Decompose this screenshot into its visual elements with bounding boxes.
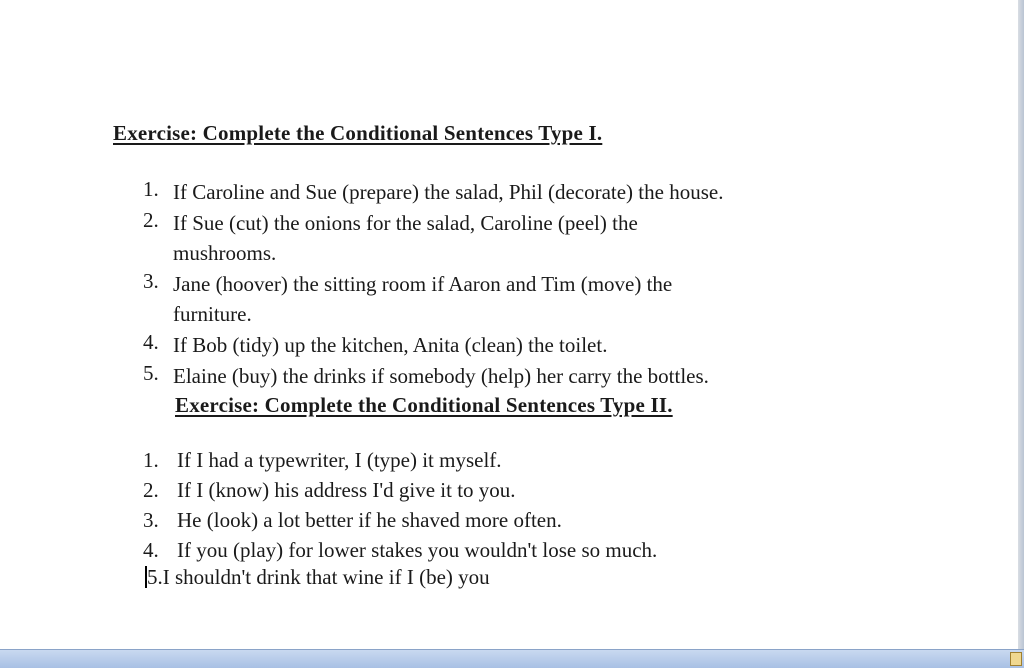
item-number: 2. — [143, 208, 159, 232]
item-text: If Bob (tidy) up the kitchen, Anita (clean) the toilet. — [173, 333, 608, 357]
item-number: 5. — [143, 361, 159, 385]
item-text-continued: furniture. — [173, 302, 252, 326]
status-bar — [0, 649, 1024, 668]
taskbar-icon[interactable] — [1010, 652, 1022, 666]
list-item — [143, 535, 657, 565]
item-number: 2. — [143, 478, 159, 502]
exercise-2-heading: Exercise: Complete the Conditional Sentences Type II. — [175, 393, 673, 417]
item-number: 4. — [143, 330, 159, 354]
item-number: 3. — [143, 508, 159, 532]
exercise-1-list — [143, 177, 723, 392]
list-item — [143, 475, 657, 505]
list-item — [143, 361, 723, 391]
item-text: If I had a typewriter, I (type) it myself. — [177, 448, 502, 472]
exercise-2-list — [143, 445, 657, 565]
item-number: 1. — [143, 448, 159, 472]
list-item — [143, 505, 657, 535]
item-text: If Caroline and Sue (prepare) the salad, Phil (decorate) the house. — [173, 180, 724, 204]
last-line-text: 5.I shouldn't drink that wine if I (be) you — [147, 565, 490, 589]
item-text: He (look) a lot better if he shaved more often. — [177, 508, 562, 532]
list-item — [143, 208, 723, 268]
list-item — [143, 177, 723, 207]
item-text: If Sue (cut) the onions for the salad, Caroline (peel) the — [173, 211, 638, 235]
item-number: 4. — [143, 538, 159, 562]
exercise-1-heading: Exercise: Complete the Conditional Sentences Type I. — [113, 121, 603, 145]
list-item — [143, 330, 723, 360]
last-line — [145, 565, 490, 590]
item-text: Jane (hoover) the sitting room if Aaron and Tim (move) the — [173, 272, 673, 296]
item-number: 1. — [143, 177, 159, 201]
window-right-edge — [1018, 0, 1024, 650]
item-text: If I (know) his address I'd give it to you. — [177, 478, 516, 502]
item-text: Elaine (buy) the drinks if somebody (help) her carry the bottles. — [173, 364, 709, 388]
list-item — [143, 445, 657, 475]
item-text-continued: mushrooms. — [173, 241, 277, 265]
item-text: If you (play) for lower stakes you wouldn't lose so much. — [177, 538, 658, 562]
list-item — [143, 269, 723, 329]
item-number: 3. — [143, 269, 159, 293]
